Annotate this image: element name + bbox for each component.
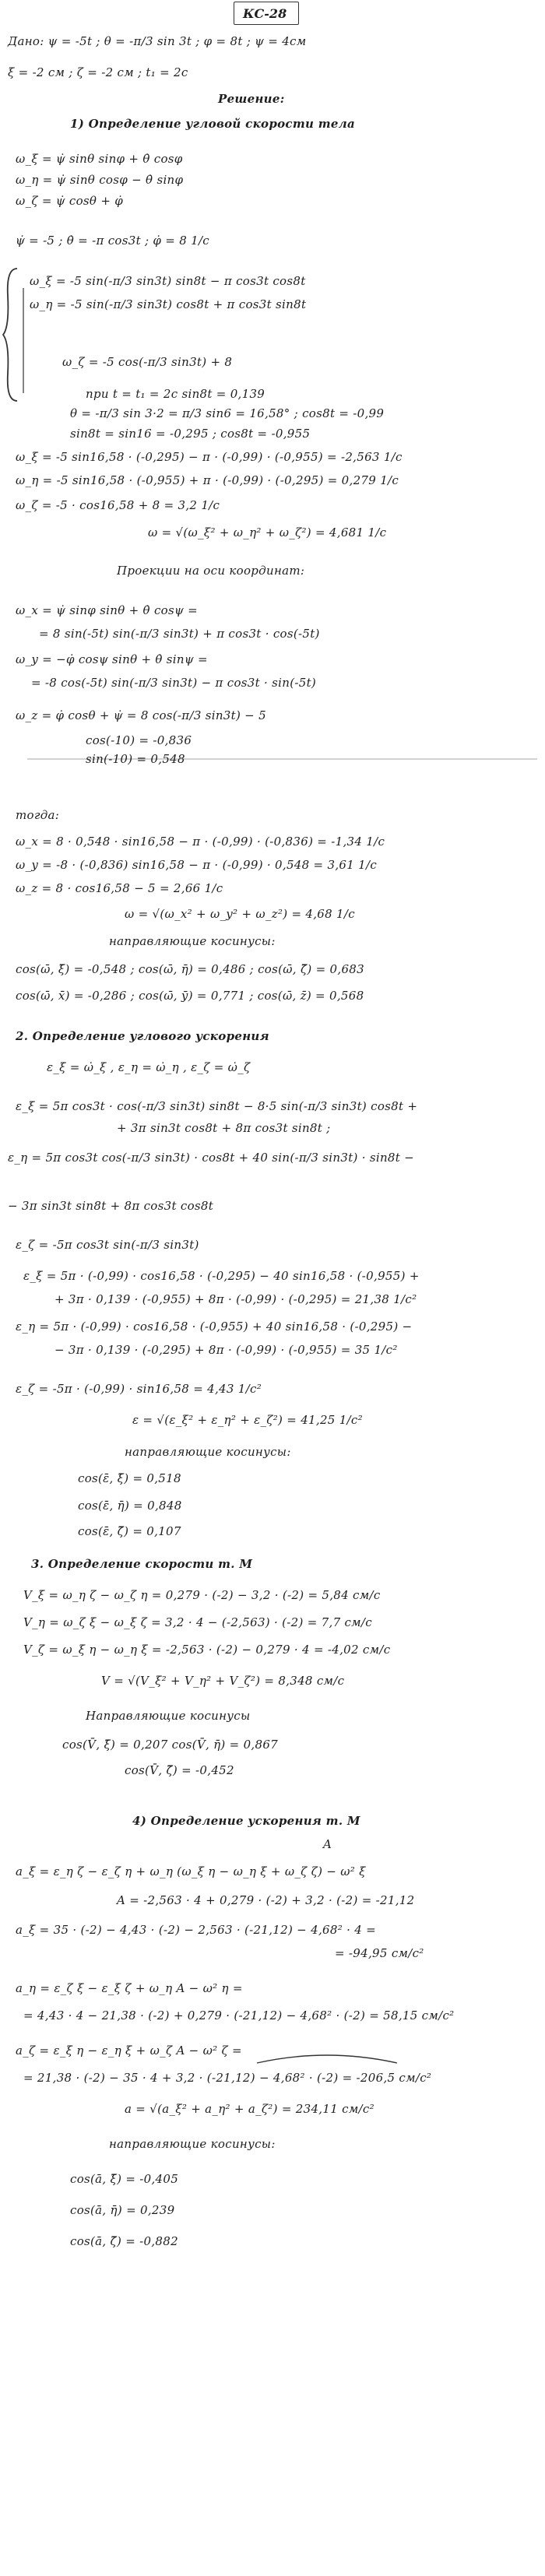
line-73: cos(ā, η̄) = 0,239 — [70, 2203, 175, 2217]
line-10: ω_η = -5 sin(-π/3 sin3t) cos8t + π cos3t sin8t — [30, 297, 307, 311]
line-61: A — [323, 1837, 332, 1851]
line-18: ω = √(ω_ξ² + ω_η² + ω_ζ²) = 4,681 1/с — [148, 525, 387, 539]
line-26: sin(-10) = 0,548 — [86, 752, 185, 766]
line-50: cos(ε̄, η̄) = 0,848 — [78, 1499, 182, 1513]
problem-code: КС-28 — [243, 6, 287, 21]
line-36: ε_ξ = ω̇_ξ , ε_η = ω̇_η , ε_ζ = ω̇_ζ — [47, 1060, 251, 1074]
line-43: + 3π · 0,139 · (-0,955) + 8π · (-0,99) · (-0,295) = 21,38 1/с² — [54, 1292, 417, 1306]
line-40: − 3π sin3t sin8t + 8π cos3t cos8t — [8, 1199, 214, 1213]
line-66: a_η = ε_ζ ξ − ε_ξ ζ + ω_η A − ω² η = — [16, 1981, 243, 1995]
line-68: a_ζ = ε_ξ η − ε_η ξ + ω_ζ A − ω² ζ = — [16, 2044, 242, 2058]
line-44: ε_η = 5π · (-0,99) · cos16,58 · (-0,955) + 40 sin16,58 · (-0,295) − — [16, 1320, 413, 1334]
line-57: Направляющие косинусы — [86, 1709, 251, 1723]
line-60: 4) Определение ускорения т. М — [132, 1814, 360, 1828]
line-42: ε_ξ = 5π · (-0,99) · cos16,58 · (-0,295) − 40 sin16,58 · (-0,955) + — [23, 1269, 420, 1283]
line-53: V_ξ = ω_η ζ − ω_ζ η = 0,279 · (-2) − 3,2 · (-2) = 5,84 см/с — [23, 1588, 381, 1602]
line-04: 1) Определение угловой скорости тела — [70, 117, 356, 131]
line-25: cos(-10) = -0,836 — [86, 733, 192, 747]
line-62: a_ξ = ε_η ζ − ε_ζ η + ω_η (ω_ξ η − ω_η ξ + ω_ζ ζ) − ω² ξ — [16, 1864, 366, 1878]
brace-icon — [3, 269, 17, 401]
line-16: ω_η = -5 sin16,58 · (-0,955) + π · (-0,99) · (-0,295) = 0,279 1/с — [16, 473, 399, 487]
line-54: V_η = ω_ζ ξ − ω_ξ ζ = 3,2 · 4 − (-2,563) · (-2) = 7,7 см/с — [23, 1615, 372, 1629]
line-19: Проекции на оси координат: — [117, 564, 305, 578]
line-33: cos(ω̄, ξ̄) = -0,548 ; cos(ω̄, η̄) = 0,486 ; cos(ω̄, ζ̄) = 0,683 — [16, 962, 364, 976]
line-11: ω_ζ = -5 cos(-π/3 sin3t) + 8 — [62, 355, 233, 369]
line-35: 2. Определение углового ускорения — [16, 1029, 269, 1043]
line-30: ω_z = 8 · cos16,58 − 5 = 2,66 1/с — [16, 881, 223, 895]
line-51: cos(ε̄, ζ̄) = 0,107 — [78, 1524, 181, 1538]
line-02: ξ = -2 см ; ζ = -2 см ; t₁ = 2с — [8, 65, 188, 79]
line-74: cos(ā, ζ̄) = -0,882 — [70, 2234, 178, 2248]
line-20: ω_x = ψ̇ sinφ sinθ + θ̇ cosψ = — [16, 603, 198, 617]
line-13: θ = -π/3 sin 3·2 = π/3 sin6 = 16,58° ; cos8t = -0,99 — [70, 406, 385, 420]
line-31: ω = √(ω_x² + ω_y² + ω_z²) = 4,68 1/с — [125, 907, 355, 921]
line-29: ω_y = -8 · (-0,836) sin16,58 − π · (-0,99) · 0,548 = 3,61 1/с — [16, 858, 378, 872]
line-34: cos(ω̄, x̄) = -0,286 ; cos(ω̄, ȳ) = 0,771 ; cos(ω̄, z̄) = 0,568 — [16, 989, 364, 1003]
line-22: ω_y = −φ̇ cosψ sinθ + θ̇ sinψ = — [16, 652, 208, 666]
line-37: ε_ξ = 5π cos3t · cos(-π/3 sin3t) sin8t − 8·5 sin(-π/3 sin3t) cos8t + — [16, 1099, 418, 1113]
line-24: ω_z = φ̇ cosθ + ψ̇ = 8 cos(-π/3 sin3t) − 5 — [16, 708, 266, 722]
line-05: ω_ξ = ψ̇ sinθ sinφ + θ̇ cosφ — [16, 152, 183, 166]
line-07: ω_ζ = ψ̇ cosθ + φ̇ — [16, 194, 124, 208]
line-64: a_ξ = 35 · (-2) − 4,43 · (-2) − 2,563 · (-21,12) − 4,68² · 4 = — [16, 1923, 377, 1937]
line-06: ω_η = ψ̇ sinθ cosφ − θ̇ sinφ — [16, 173, 184, 187]
line-03: Решение: — [218, 92, 285, 106]
line-27: тогда: — [16, 808, 60, 822]
line-52: 3. Определение скорости т. М — [31, 1557, 253, 1571]
line-28: ω_x = 8 · 0,548 · sin16,58 − π · (-0,99) · (-0,836) = -1,34 1/с — [16, 835, 385, 849]
line-45: − 3π · 0,139 · (-0,295) + 8π · (-0,99) · (-0,955) = 35 1/с² — [54, 1343, 398, 1357]
line-46: ε_ζ = -5π · (-0,99) · sin16,58 = 4,43 1/с² — [16, 1382, 262, 1396]
line-09: ω_ξ = -5 sin(-π/3 sin3t) sin8t − π cos3t cos8t — [30, 274, 306, 288]
line-56: V = √(V_ξ² + V_η² + V_ζ²) = 8,348 см/с — [101, 1674, 345, 1688]
line-49: cos(ε̄, ξ̄) = 0,518 — [78, 1471, 181, 1485]
line-55: V_ζ = ω_ξ η − ω_η ξ = -2,563 · (-2) − 0,279 · 4 = -4,02 см/с — [23, 1643, 391, 1657]
line-72: cos(ā, ξ̄) = -0,405 — [70, 2172, 179, 2186]
line-69: = 21,38 · (-2) − 35 · 4 + 3,2 · (-21,12) − 4,68² · (-2) = -206,5 см/с² — [23, 2071, 432, 2085]
line-70: a = √(a_ξ² + a_η² + a_ζ²) = 234,11 см/с² — [125, 2102, 374, 2116]
line-12: при t = t₁ = 2с sin8t = 0,139 — [86, 387, 265, 401]
line-58: cos(V̄, ξ̄) = 0,207 cos(V̄, η̄) = 0,867 — [62, 1738, 279, 1752]
line-08: ψ̇ = -5 ; θ̇ = -π cos3t ; φ̇ = 8 1/с — [16, 234, 210, 248]
line-39: ε_η = 5π cos3t cos(-π/3 sin3t) · cos8t + 40 sin(-π/3 sin3t) · sin8t − — [8, 1151, 415, 1165]
line-47: ε = √(ε_ξ² + ε_η² + ε_ζ²) = 41,25 1/с² — [132, 1413, 363, 1427]
line-41: ε_ζ = -5π cos3t sin(-π/3 sin3t) — [16, 1238, 199, 1252]
line-48: направляющие косинусы: — [125, 1445, 291, 1459]
line-17: ω_ζ = -5 · cos16,58 + 8 = 3,2 1/с — [16, 498, 220, 512]
line-23: = -8 cos(-5t) sin(-π/3 sin3t) − π cos3t · sin(-5t) — [31, 676, 317, 690]
line-38: + 3π sin3t cos8t + 8π cos3t sin8t ; — [117, 1121, 331, 1135]
line-71: направляющие косинусы: — [109, 2137, 276, 2151]
line-59: cos(V̄, ζ̄) = -0,452 — [125, 1763, 234, 1777]
line-67: = 4,43 · 4 − 21,38 · (-2) + 0,279 · (-21,12) − 4,68² · (-2) = 58,15 см/с² — [23, 2008, 455, 2022]
bracket-arc — [257, 2055, 397, 2063]
line-01: Дано: ψ = -5t ; θ = -π/3 sin 3t ; φ = 8t ; ψ = 4см — [8, 34, 307, 48]
line-14: sin8t = sin16 = -0,295 ; cos8t = -0,955 — [70, 427, 311, 441]
line-21: = 8 sin(-5t) sin(-π/3 sin3t) + π cos3t · cos(-5t) — [39, 627, 320, 641]
line-15: ω_ξ = -5 sin16,58 · (-0,295) − π · (-0,99) · (-0,955) = -2,563 1/с — [16, 450, 403, 464]
line-63: A = -2,563 · 4 + 0,279 · (-2) + 3,2 · (-2) = -21,12 — [117, 1893, 415, 1907]
line-65: = -94,95 см/с² — [335, 1946, 424, 1960]
line-32: направляющие косинусы: — [109, 934, 276, 948]
